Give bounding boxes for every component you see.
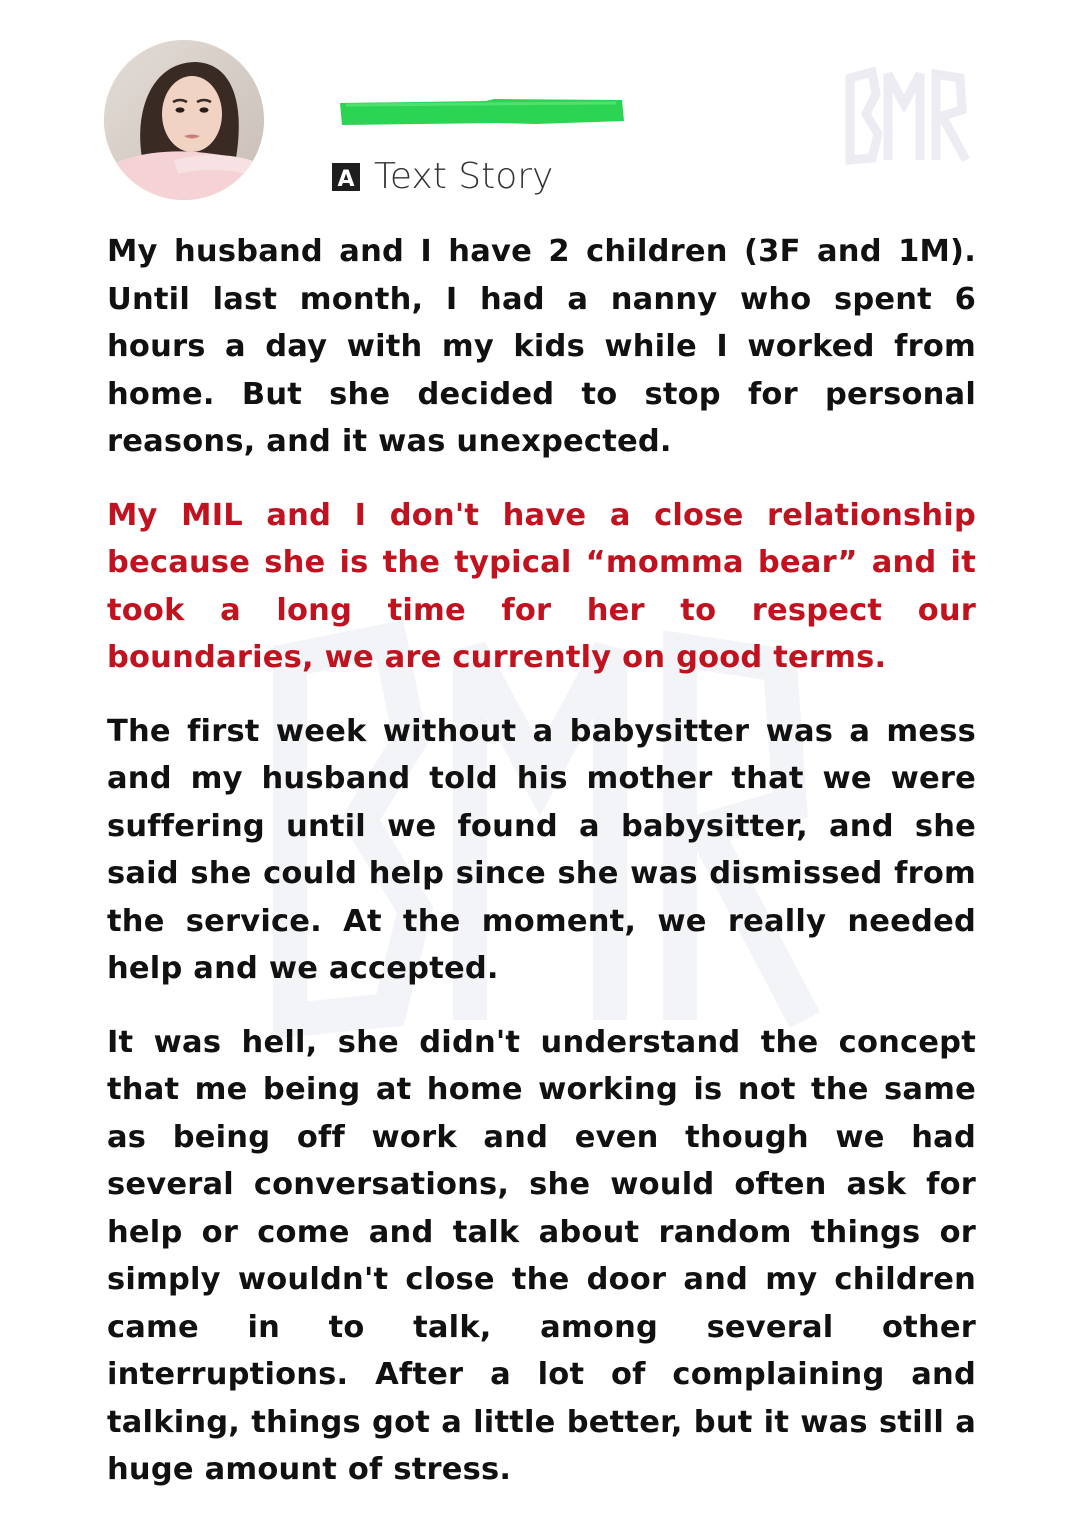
woman-portrait-icon <box>104 40 264 200</box>
story-paragraph: It was hell, she didn't understand the concept that me being at home working is not the same as being off work and even though we had several conversations, she would often ask for help or come and talk about random things or simply wouldn't close the door and my children came in to talk, among several other interruptions. After a lot of complaining and talking, things got a little better, but it was still a huge amount of stress. <box>107 1024 976 1487</box>
story-body <box>107 228 976 1520</box>
svg-text:A: A <box>337 167 355 191</box>
story-type <box>332 152 553 202</box>
story-type-label: Text Story <box>374 156 554 197</box>
author-avatar <box>104 40 264 200</box>
story-paragraph: My husband and I have 2 children (3F and 1M). Until last month, I had a nanny who spent 6 hours a day with my kids while I worked from home. But she decided to stop for personal reasons, and it was unexpected. <box>107 234 976 459</box>
story-paragraph: The first week without a babysitter was a mess and my husband told his mother that we were suffering until we found a babysitter, and she said she could help since she was dismissed from the service. At the moment, we really needed help and we accepted. <box>107 713 976 986</box>
author-name-redaction <box>336 97 626 127</box>
watermark-logo <box>842 64 974 170</box>
letter-a-icon <box>332 163 360 191</box>
story-paragraph-highlighted: My MIL and I don't have a close relationship because she is the typical “momma bear” and it took a long time for her to respect our boundaries, we are currently on good terms. <box>107 497 976 675</box>
